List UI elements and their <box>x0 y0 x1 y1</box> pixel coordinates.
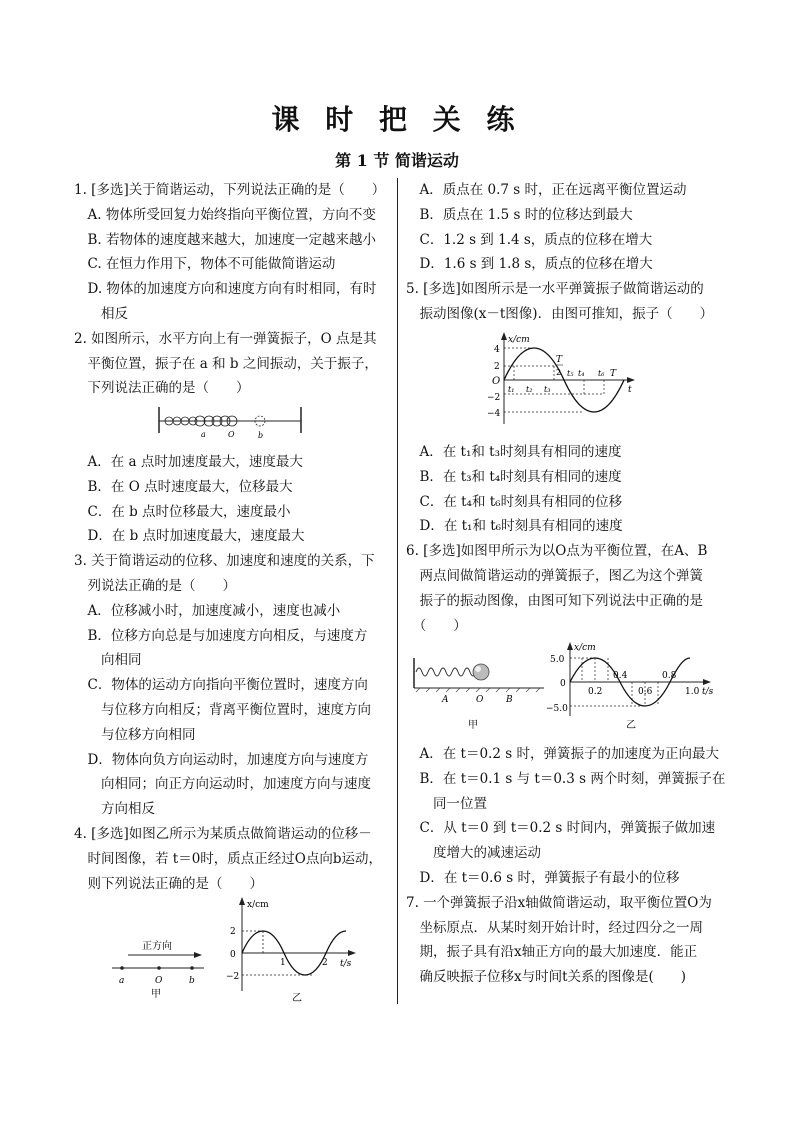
fig6-xlabel: t/s <box>702 687 714 697</box>
fig5-t4: t₄ <box>578 369 585 378</box>
fig5-t3: t₃ <box>544 385 551 394</box>
fig5-t5: t₅ <box>567 369 574 378</box>
fig5-ytick-4: 4 <box>494 345 500 355</box>
fig4-caption-jia: 甲 <box>151 989 161 1000</box>
option-line: C．物体的运动方向指向平衡位置时，速度方向 <box>74 677 368 694</box>
option-line: A．在 a 点时加速度最大，速度最大 <box>74 454 303 470</box>
question-line: 7. 一个弹簧振子沿x轴做简谐运动，取平衡位置O为 <box>406 894 712 911</box>
option-line: 向相同 <box>74 652 142 669</box>
fig4-xlabel: t/s <box>340 959 352 969</box>
fig5-T-half-num: T <box>556 355 563 365</box>
option-line: C．在 b 点时位移最大，速度最小 <box>74 503 291 520</box>
fig5-xlabel: t <box>628 385 632 395</box>
fig6-yi-graph <box>546 642 714 731</box>
fig6-xtick-08: 0.8 <box>662 671 677 681</box>
question-line: 确反映振子位移x与时间t关系的图像是( ) <box>406 969 687 986</box>
fig2-label-a: a <box>201 430 206 439</box>
question-line: 平衡位置，振子在 a 和 b 之间振动，关于振子， <box>74 355 378 372</box>
option-line: 同一位置 <box>406 795 487 812</box>
option-line: B．在 t₃和 t₄时刻具有相同的速度 <box>406 468 622 485</box>
fig4-ylabel: x/cm <box>247 900 269 910</box>
question-line: 两点间做简谐运动的弹簧振子，图乙为这个弹簧 <box>406 567 703 584</box>
option-line: C．从 t＝0 到 t＝0.2 s 时间内，弹簧振子做加速 <box>406 820 716 837</box>
fig6-xtick-10: 1.0 <box>685 687 700 697</box>
question-line: 4. [多选]如图乙所示为某质点做简谐运动的位移－ <box>74 825 372 842</box>
fig2-label-o: O <box>228 430 235 439</box>
fig5-ytick-m2: −2 <box>487 393 501 403</box>
fig6-ytick-m5: −5.0 <box>546 704 568 714</box>
option-line: B．位移方向总是与加速度方向相反，与速度方 <box>74 627 368 644</box>
left-column-q1 <box>74 178 385 401</box>
fig5-t1: t₁ <box>508 385 515 394</box>
fig4-origin: 0 <box>230 950 236 960</box>
option-line: 度增大的减速运动 <box>406 845 541 862</box>
question-line: 列说法正确的是（ ） <box>74 577 236 594</box>
option-line: B. 若物体的速度越来越大，加速度一定越来越小 <box>74 231 377 248</box>
option-line: B．质点在 1.5 s 时的位移达到最大 <box>406 206 633 223</box>
fig6-origin: 0 <box>560 679 566 689</box>
fig6-label-A: A <box>442 695 449 705</box>
fig6-label-B: B <box>506 695 513 705</box>
option-line: B．在 t＝0.1 s 与 t＝0.3 s 两个时刻，弹簧振子在 <box>406 770 726 787</box>
fig5-T-half-den: 2 <box>556 368 562 377</box>
page-title: 课 时 把 关 练 <box>271 103 523 136</box>
column-divider <box>397 178 398 1004</box>
option-line: D．物体向负方向运动时，加速度方向与速度方 <box>74 751 369 768</box>
fig5-ytick-m4: −4 <box>487 409 501 419</box>
fig5-ylabel: x/cm <box>508 335 530 345</box>
fig5-T: T <box>610 369 617 379</box>
question-line: 6. [多选]如图甲所示为以O点为平衡位置，在A、B <box>406 543 708 560</box>
fig4-xtick-2: 2 <box>322 958 328 968</box>
fig6-jia <box>414 658 544 731</box>
option-line: D．在 t₁和 t₆时刻具有相同的速度 <box>406 518 623 535</box>
fig4-label-a: a <box>119 976 125 986</box>
question-line: 5. [多选]如图所示是一水平弹簧振子做简谐运动的 <box>406 281 704 298</box>
fig5-t6: t₆ <box>598 369 605 378</box>
question-line: 坐标原点．从某时刻开始计时，经过四分之一周 <box>406 919 703 936</box>
fig4-ytick-bot: −2 <box>226 972 240 982</box>
fig4-arrow-label: 正方向 <box>142 941 172 952</box>
fig5-origin: O <box>492 376 501 387</box>
question-line: 2. 如图所示，水平方向上有一弹簧振子，O 点是其 <box>74 330 377 347</box>
question-line: 下列说法正确的是（ ） <box>74 380 250 397</box>
option-line: 与位移方向相反；背离平衡位置时，速度方向 <box>74 701 371 718</box>
question-line: 1. [多选]关于简谐运动，下列说法正确的是（ ） <box>74 182 386 198</box>
option-line: D．1.6 s 到 1.8 s，质点的位移在增大 <box>406 256 653 273</box>
question-line: 期，振子具有沿x轴正方向的最大加速度．能正 <box>406 944 698 961</box>
fig4-figures <box>108 895 368 1005</box>
fig2-spring-oscillator <box>155 403 305 439</box>
option-line: A．质点在 0.7 s 时，正在远离平衡位置运动 <box>406 182 687 198</box>
right-column-q4-q5 <box>406 178 713 327</box>
question-line: 则下列说法正确的是（ ） <box>74 875 263 892</box>
option-line: A．在 t₁和 t₃时刻具有相同的速度 <box>406 444 622 460</box>
option-line: D．在 t＝0.6 s 时，弹簧振子有最小的位移 <box>406 869 680 886</box>
option-line: C. 在恒力作用下，物体不可能做简谐运动 <box>74 256 336 273</box>
fig4-ytick-top: 2 <box>230 927 236 937</box>
fig6-ylabel: x/cm <box>574 643 596 653</box>
fig6-caption-yi: 乙 <box>626 720 636 731</box>
option-line: A．位移减小时，加速度减小，速度也减小 <box>74 602 341 619</box>
fig6-xtick-04: 0.4 <box>613 671 628 681</box>
right-column-q5-q6 <box>406 440 707 638</box>
fig5-graph <box>484 330 644 430</box>
fig6-ytick-5: 5.0 <box>550 655 565 665</box>
question-line: 时间图像，若 t＝0时，质点正经过O点向b运动， <box>74 850 383 867</box>
option-line: A．在 t＝0.2 s 时，弹簧振子的加速度为正向最大 <box>406 746 719 762</box>
question-line: 振动图像(x－t图像)．由图可推知，振子（ ） <box>406 305 714 322</box>
section-subtitle: 第 1 节 简谐运动 <box>335 151 459 170</box>
fig4-xtick-1: 1 <box>280 958 286 968</box>
option-line: A. 物体所受回复力始终指向平衡位置，方向不变 <box>74 206 376 223</box>
option-line: 相反 <box>74 305 128 322</box>
left-column-q2-options <box>74 450 382 896</box>
fig5-ytick-2: 2 <box>494 362 500 372</box>
fig2-label-b: b <box>258 431 264 439</box>
fig6-figures <box>410 640 720 740</box>
fig4-yi-graph <box>226 897 356 1004</box>
fig4-jia <box>112 939 204 1000</box>
question-line: 3. 关于简谐运动的位移、加速度和速度的关系，下 <box>74 553 375 570</box>
option-line: B．在 O 点时速度最大，位移最大 <box>74 478 293 495</box>
option-line: C．1.2 s 到 1.4 s，质点的位移在增大 <box>406 231 653 248</box>
fig6-label-O: O <box>476 695 484 705</box>
option-line: D. 物体的加速度方向和速度方向有时相同，有时 <box>74 281 377 298</box>
option-line: 向相同；向正方向运动时，加速度方向与速度 <box>74 776 371 793</box>
fig6-xtick-06: 0.6 <box>638 687 653 697</box>
option-line: 方向相反 <box>74 801 155 818</box>
fig4-label-o: O <box>155 976 163 986</box>
question-line: （ ） <box>406 617 467 634</box>
option-line: 与位移方向相同 <box>74 726 196 743</box>
option-line: C．在 t₄和 t₆时刻具有相同的位移 <box>406 493 623 510</box>
fig4-label-b: b <box>189 976 195 986</box>
fig6-caption-jia: 甲 <box>468 720 478 731</box>
fig6-xtick-02: 0.2 <box>588 687 603 697</box>
option-line: D．在 b 点时加速度最大，速度最大 <box>74 528 305 545</box>
fig4-caption-yi: 乙 <box>292 993 302 1004</box>
right-column-q6-q7 <box>406 742 725 990</box>
fig5-t2: t₂ <box>526 385 533 394</box>
question-line: 振子的振动图像，由图可知下列说法中正确的是 <box>406 592 703 609</box>
